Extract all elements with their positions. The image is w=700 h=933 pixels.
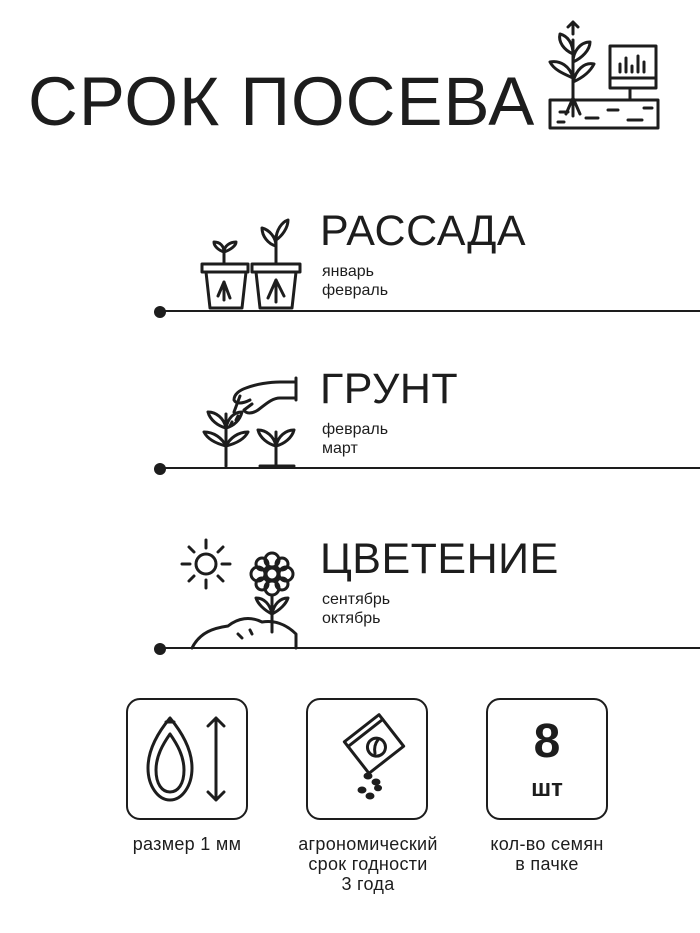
timeline-dot	[154, 463, 166, 475]
stage-months-ground	[322, 420, 388, 458]
seed-size-icon	[138, 710, 236, 808]
timeline-rule	[160, 467, 700, 469]
month-label: октябрь	[322, 610, 381, 627]
caption-line: срок годности	[308, 854, 428, 874]
seed-size-box	[126, 698, 248, 820]
caption-line: кол-во семян	[490, 834, 604, 854]
plant-growth-chart-icon	[546, 20, 662, 132]
seed-count-box	[486, 698, 608, 820]
stage-months-seedlings	[322, 262, 388, 300]
month-label: февраль	[322, 282, 389, 299]
seed-packet-icon	[318, 710, 416, 808]
stage-months-flowering	[322, 590, 390, 628]
watering-plants-icon	[200, 374, 304, 470]
sun-flower-icon	[178, 534, 308, 650]
seed-count-value	[488, 715, 606, 768]
seed-size-caption: размер 1 мм	[132, 834, 242, 854]
month-label: февраль	[322, 421, 389, 438]
timeline-dot	[154, 306, 166, 318]
caption-line: в пачке	[515, 854, 579, 874]
month-label: март	[322, 440, 358, 457]
stage-title-ground: ГРУНТ	[320, 365, 459, 413]
seedling-pots-icon	[196, 216, 304, 312]
shelf-life-caption	[280, 834, 456, 894]
stage-title-flowering: ЦВЕТЕНИЕ	[320, 535, 559, 583]
shelf-life-box	[306, 698, 428, 820]
stage-title-seedlings: РАССАДА	[320, 207, 527, 255]
seed-count-caption	[466, 834, 628, 874]
caption-line: 3 года	[341, 874, 395, 894]
timeline-rule	[160, 310, 700, 312]
seed-count-unit: шт	[531, 775, 563, 802]
timeline-rule	[160, 647, 700, 649]
month-label: январь	[322, 263, 374, 280]
page-title: СРОК ПОСЕВА	[28, 63, 536, 140]
month-label: сентябрь	[322, 591, 391, 608]
caption-line: агрономический	[298, 834, 438, 854]
timeline-dot	[154, 643, 166, 655]
seed-count-number: 8	[533, 715, 561, 768]
